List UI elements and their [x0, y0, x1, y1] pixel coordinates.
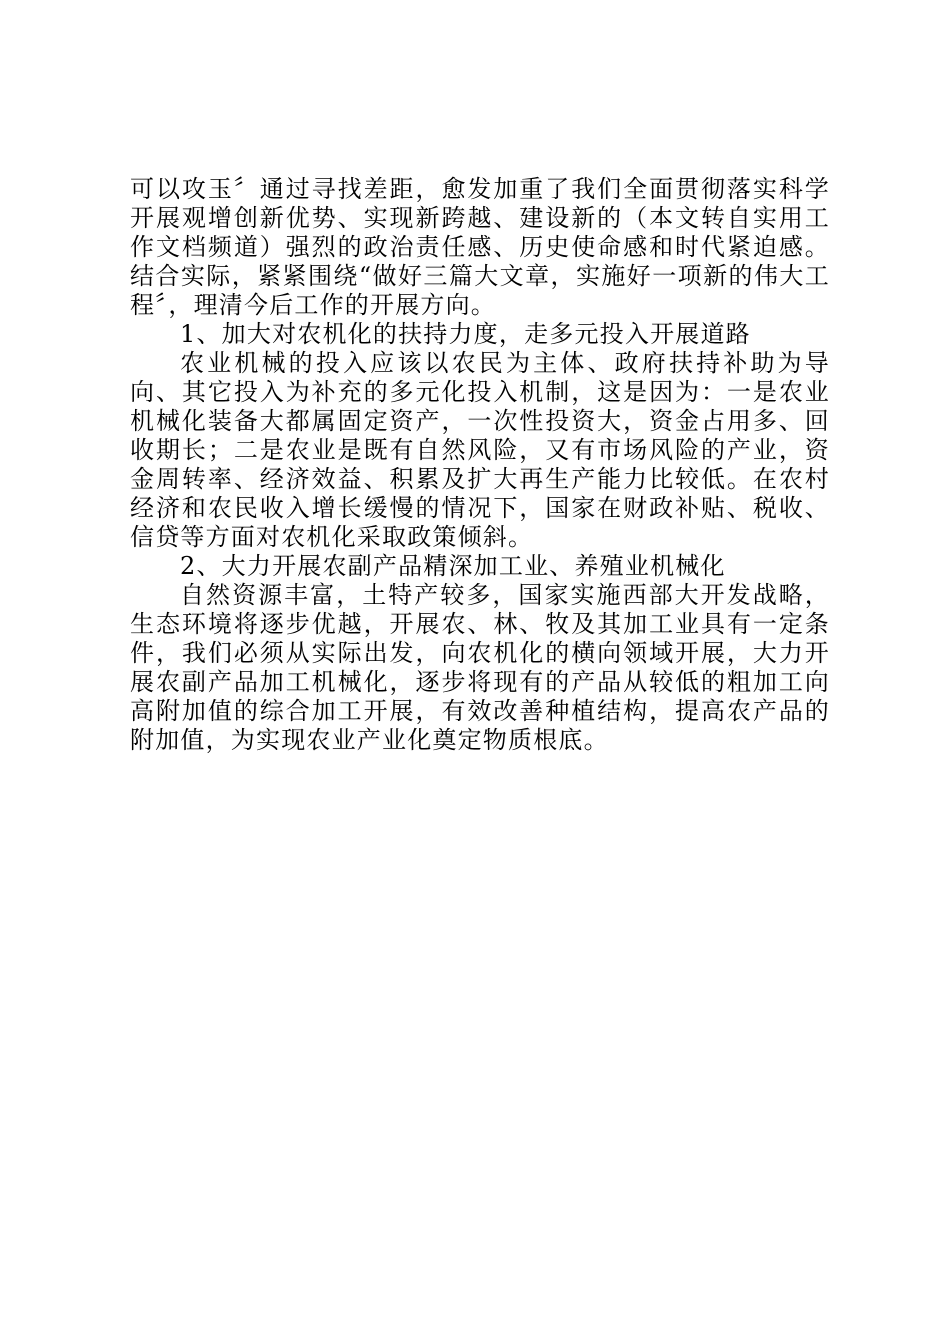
paragraph-processing: 自然资源丰富，土特产较多，国家实施西部大开发战略，生态环境将逐步优越，开展农、林、牧及其加工业具有一定条件，我们必须从实际出发，向农机化的横向领域开展，大力开展农副产品加工机械化，逐步将现有的产品从较低的粗加工向高附加值的综合加工开展，有效改善种植结构，提高农产品的附加值，为实现农业产业化奠定物质根底。	[130, 581, 830, 754]
section-heading-1: 1、加大对农机化的扶持力度，走多元投入开展道路	[180, 320, 751, 348]
document-body	[130, 175, 830, 755]
paragraph-continuation: 可以攻玉〞通过寻找差距，愈发加重了我们全面贯彻落实科学开展观增创新优势、实现新跨越、建设新的（本文转自实用工作文档频道）强烈的政治责任感、历史使命感和时代紧迫感。结合实际，紧紧围绕“做好三篇大文章，实施好一项新的伟大工程〞，理清今后工作的开展方向。	[130, 175, 830, 319]
section-heading-2: 2、大力开展农副产品精深加工业、养殖业机械化	[180, 552, 726, 580]
paragraph-investment: 农业机械的投入应该以农民为主体、政府扶持补助为导向、其它投入为补充的多元化投入机制，这是因为：一是农业机械化装备大都属固定资产，一次性投资大，资金占用多、回收期长；二是农业是既有自然风险，又有市场风险的产业，资金周转率、经济效益、积累及扩大再生产能力比较低。在农村经济和农民收入增长缓慢的情况下，国家在财政补贴、税收、信贷等方面对农机化采取政策倾斜。	[130, 349, 830, 551]
